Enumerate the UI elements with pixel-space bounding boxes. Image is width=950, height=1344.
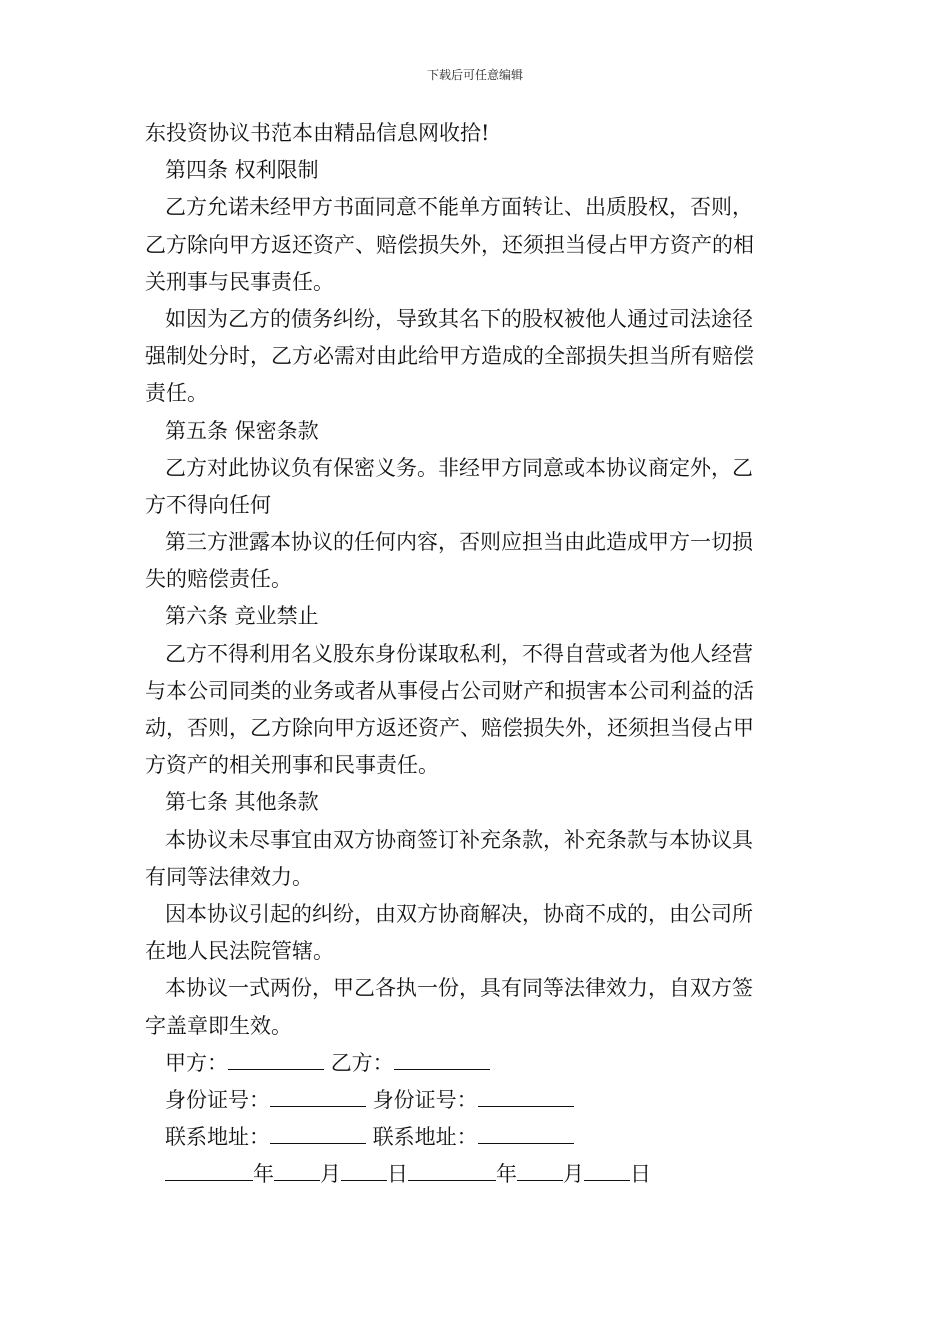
party-b-label: 乙方： (330, 1050, 394, 1075)
page-header: 下载后可任意编辑 (426, 68, 523, 82)
text-line: 第四条 权利限制 (165, 158, 319, 183)
party-b-blank (394, 1048, 490, 1070)
text-line: 责任。 (145, 381, 208, 406)
text-line: 乙方对此协议负有保密义务。非经甲方同意或本协议商定外，乙 (165, 455, 753, 480)
address-label-a: 联系地址： (165, 1125, 270, 1150)
day-a-label: 日 (387, 1162, 408, 1187)
month-a-label: 月 (320, 1162, 341, 1187)
address-a-blank (270, 1122, 366, 1144)
text-line: 因本协议引起的纠纷，由双方协商解决，协商不成的，由公司所 (165, 901, 753, 926)
year-b-blank (408, 1159, 496, 1181)
signature-id-line (145, 1082, 810, 1119)
id-label-a: 身份证号： (165, 1087, 270, 1112)
signature-party-line (145, 1045, 810, 1082)
year-b-label: 年 (496, 1162, 517, 1187)
text-line: 如因为乙方的债务纠纷，导致其名下的股权被他人通过司法途径 (165, 306, 753, 331)
text-line: 乙方不得利用名义股东身份谋取私利，不得自营或者为他人经营 (165, 641, 753, 666)
text-line: 第三方泄露本协议的任何内容，否则应担当由此造成甲方一切损 (165, 530, 753, 555)
signature-date-line (145, 1156, 810, 1193)
text-line: 有同等法律效力。 (145, 864, 313, 889)
text-line: 失的赔偿责任。 (145, 567, 292, 592)
text-line: 东投资协议书范本由精品信息网收拾! (145, 121, 490, 145)
text-line: 第六条 竞业禁止 (165, 604, 319, 629)
document-paragraphs (145, 115, 810, 1045)
text-line: 第五条 保密条款 (165, 418, 319, 443)
signature-address-line (145, 1119, 810, 1156)
text-line: 关刑事与民事责任。 (145, 269, 334, 294)
text-line: 乙方允诺未经甲方书面同意不能单方面转让、出质股权，否则， (165, 195, 753, 220)
address-label-b: 联系地址： (372, 1125, 478, 1150)
month-b-blank (517, 1159, 563, 1181)
text-line: 本协议一式两份，甲乙各执一份，具有同等法律效力，自双方签 (165, 976, 753, 1001)
text-line: 与本公司同类的业务或者从事侵占公司财产和损害本公司利益的活 (145, 678, 754, 703)
document-body (145, 115, 810, 1193)
text-line: 乙方除向甲方返还资产、赔偿损失外，还须担当侵占甲方资产的相 (145, 232, 754, 257)
id-label-b: 身份证号： (372, 1087, 478, 1112)
text-line: 字盖章即生效。 (145, 1013, 292, 1038)
text-line: 在地人民法院管辖。 (145, 939, 334, 964)
id-a-blank (270, 1085, 366, 1107)
text-line: 本协议未尽事宜由双方协商签订补充条款，补充条款与本协议具 (165, 827, 753, 852)
text-line: 第七条 其他条款 (165, 790, 319, 815)
day-b-label: 日 (630, 1162, 651, 1187)
text-line: 动，否则，乙方除向甲方返还资产、赔偿损失外，还须担当侵占甲 (145, 716, 754, 740)
id-b-blank (478, 1085, 574, 1107)
text-line: 方资产的相关刑事和民事责任。 (145, 753, 439, 778)
text-line: 方不得向任何 (145, 492, 271, 517)
year-a-label: 年 (253, 1162, 274, 1187)
month-b-label: 月 (563, 1162, 584, 1187)
day-a-blank (341, 1159, 387, 1181)
address-b-blank (478, 1122, 574, 1144)
party-a-blank (228, 1048, 324, 1070)
month-a-blank (274, 1159, 320, 1181)
text-line: 强制处分时，乙方必需对由此给甲方造成的全部损失担当所有赔偿 (145, 344, 754, 369)
year-a-blank (165, 1159, 253, 1181)
day-b-blank (584, 1159, 630, 1181)
party-a-label: 甲方： (165, 1050, 228, 1075)
